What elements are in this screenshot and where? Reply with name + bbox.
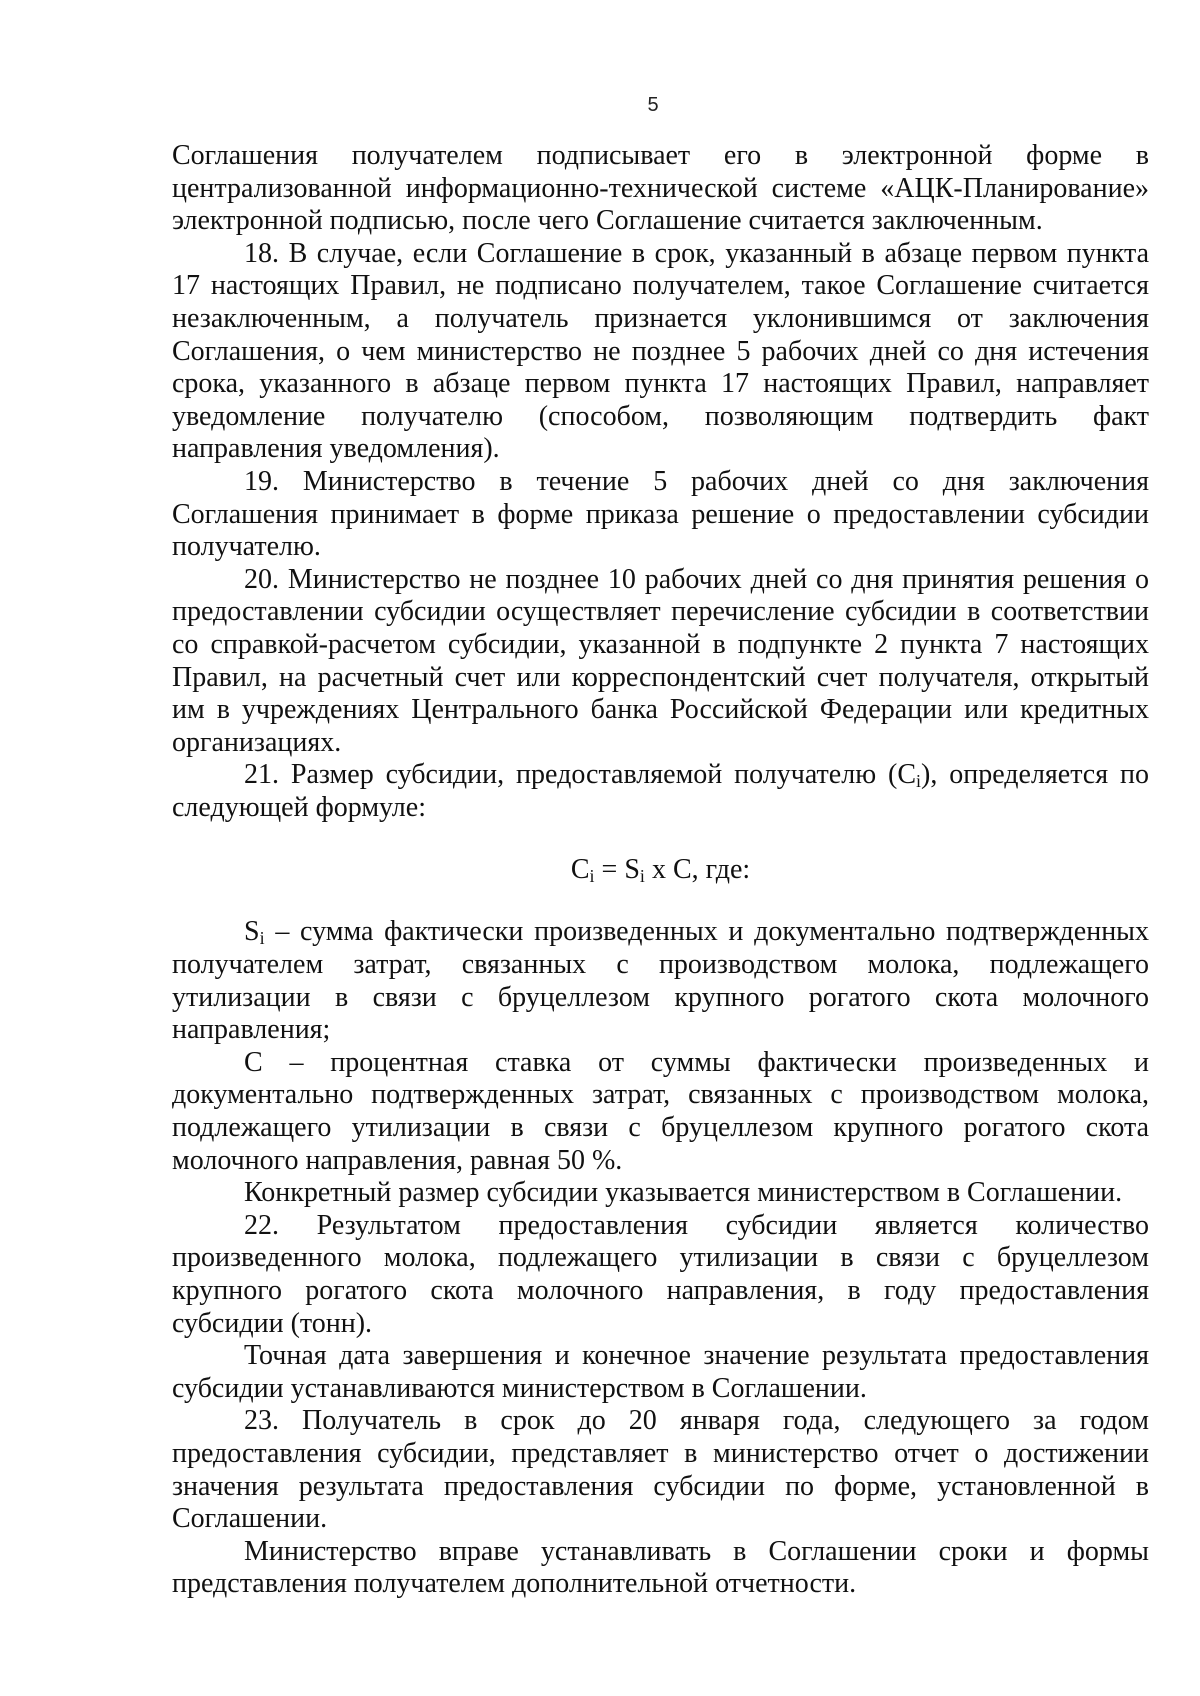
formula-c: C xyxy=(570,854,590,886)
si-definition-text: – сумма фактически произведенных и документально подтвержденных получателем затрат, связанных с производством молока, подлежащего утилизации в связи с бруцеллезом крупного рогатого скота молочного направления; xyxy=(172,916,1149,1046)
paragraph-specific-size: Конкретный размер субсидии указывается министерством в Соглашении. xyxy=(244,1177,1123,1209)
paragraph-19: 19. Министерство в течение 5 рабочих дней со дня заключения Соглашения принимает в форме приказа решение о предоставлении субсидии получателю. xyxy=(172,465,1149,563)
paragraph-additional-reporting: Министерство вправе устанавливать в Соглашении сроки и формы представления получателем дополнительной отчетности. xyxy=(172,1535,1149,1600)
formula-ci-subscript: i xyxy=(589,866,595,887)
document-body xyxy=(172,140,1149,1601)
subsidy-formula xyxy=(172,824,1149,916)
paragraph-21-subscript: i xyxy=(916,771,922,792)
formula-si-subscript: i xyxy=(639,866,645,887)
paragraph-20: 20. Министерство не позднее 10 рабочих дней со дня принятия решения о предоставлении субсидии осуществляет перечисление субсидии в соответствии со справкой-расчетом субсидии, указанной в подпункте 2 пункта 7 настоящих Правил, на расчетный счет или корреспондентский счет получателя, открытый им в учреждениях Центрального банка Российской Федерации или кредитных организациях. xyxy=(172,563,1149,758)
paragraph-23: 23. Получатель в срок до 20 января года, следующего за годом предоставления субсидии, представляет в министерство отчет о достижении значения результата предоставления субсидии по форме, установленной в Соглашении. xyxy=(172,1405,1149,1535)
paragraph-21-text-start: 21. Размер субсидии, предоставляемой получателю (C xyxy=(244,759,916,791)
page-number: 5 xyxy=(647,94,659,116)
formula-equals-s: = S xyxy=(594,854,640,886)
formula-rest: x C, где: xyxy=(644,854,751,886)
paragraph-continuation: Соглашения получателем подписывает его в электронной форме в централизованной информационно-технической системе «АЦК-Планирование» электронной подписью, после чего Соглашение считается заключенным. xyxy=(172,140,1149,237)
si-definition xyxy=(172,916,1149,1046)
c-definition: C – процентная ставка от суммы фактически произведенных и документально подтвержденных затрат, связанных с производством молока, подлежащего утилизации в связи с бруцеллезом крупного рогатого скота молочного направления, равная 50 %. xyxy=(172,1046,1149,1176)
paragraph-21 xyxy=(172,759,1149,824)
si-subscript: i xyxy=(259,928,265,949)
si-symbol: S xyxy=(244,916,260,948)
paragraph-22: 22. Результатом предоставления субсидии является количество произведенного молока, подлежащего утилизации в связи с бруцеллезом крупного рогатого скота молочного направления, в году предоставления субсидии (тонн). xyxy=(172,1209,1149,1339)
paragraph-exact-date: Точная дата завершения и конечное значение результата предоставления субсидии устанавливаются министерством в Соглашении. xyxy=(172,1340,1149,1404)
paragraph-21-text-end: ), определяется по следующей формуле: xyxy=(172,759,1149,823)
paragraph-18: 18. В случае, если Соглашение в срок, указанный в абзаце первом пункта 17 настоящих Правил, не подписано получателем, такое Соглашение считается незаключенным, а получатель признается уклонившимся от заключения Соглашения, о чем министерство не позднее 5 рабочих дней со дня истечения срока, указанного в абзаце первом пункта 17 настоящих Правил, направляет уведомление получателю (способом, позволяющим подтвердить факт направления уведомления). xyxy=(172,237,1149,465)
